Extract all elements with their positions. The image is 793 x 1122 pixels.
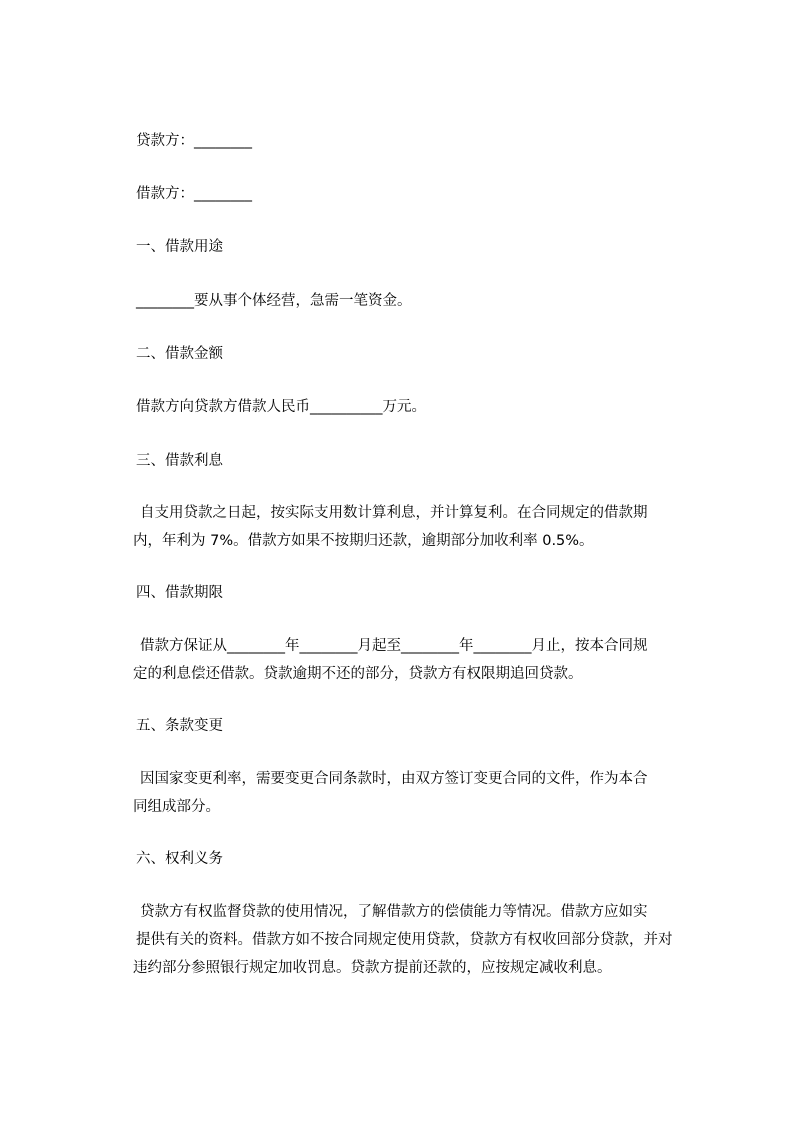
- section-heading-interest: 三、借款利息: [136, 453, 223, 469]
- section-text-changes: [133, 765, 702, 821]
- lender-line: 贷款方：________: [136, 133, 252, 149]
- section-heading-rights: 六、权利义务: [136, 851, 223, 867]
- section-text-interest: [133, 499, 702, 555]
- section-text-purpose: ________要从事个体经营，急需一笔资金。: [136, 293, 412, 309]
- borrower-line: 借款方：________: [136, 186, 252, 202]
- section-text-term: [133, 632, 702, 688]
- section-text-amount: 借款方向贷款方借款人民币__________万元。: [136, 399, 426, 415]
- interest-line-1: 自支用贷款之日起，按实际支用数计算利息，并计算复利。在合同规定的借款期: [140, 505, 648, 521]
- term-line-2: 定的利息偿还借款。贷款逾期不还的部分，贷款方有权限期追回贷款。: [133, 666, 583, 682]
- section-heading-term: 四、借款期限: [136, 585, 223, 601]
- rights-line-3: 违约部分参照银行规定加收罚息。贷款方提前还款的，应按规定减收利息。: [133, 960, 612, 976]
- changes-line-2: 同组成部分。: [133, 799, 220, 815]
- section-heading-purpose: 一、借款用途: [136, 239, 223, 255]
- changes-line-1: 因国家变更利率，需要变更合同条款时，由双方签订变更合同的文件，作为本合: [140, 771, 648, 787]
- section-heading-changes: 五、条款变更: [136, 718, 223, 734]
- rights-line-1: 贷款方有权监督贷款的使用情况，了解借款方的偿债能力等情况。借款方应如实: [140, 904, 648, 920]
- section-text-rights: [133, 898, 702, 982]
- section-heading-amount: 二、借款金额: [136, 346, 223, 362]
- interest-line-2: 内，年利为 7%。借款方如果不按期归还款，逾期部分加收利率 0.5%。: [133, 533, 594, 549]
- rights-line-2: 提供有关的资料。借款方如不按合同规定使用贷款，贷款方有权收回部分贷款，并对: [136, 932, 673, 948]
- term-line-1: 借款方保证从________年________月起至________年________月止，按本合同规: [140, 638, 648, 654]
